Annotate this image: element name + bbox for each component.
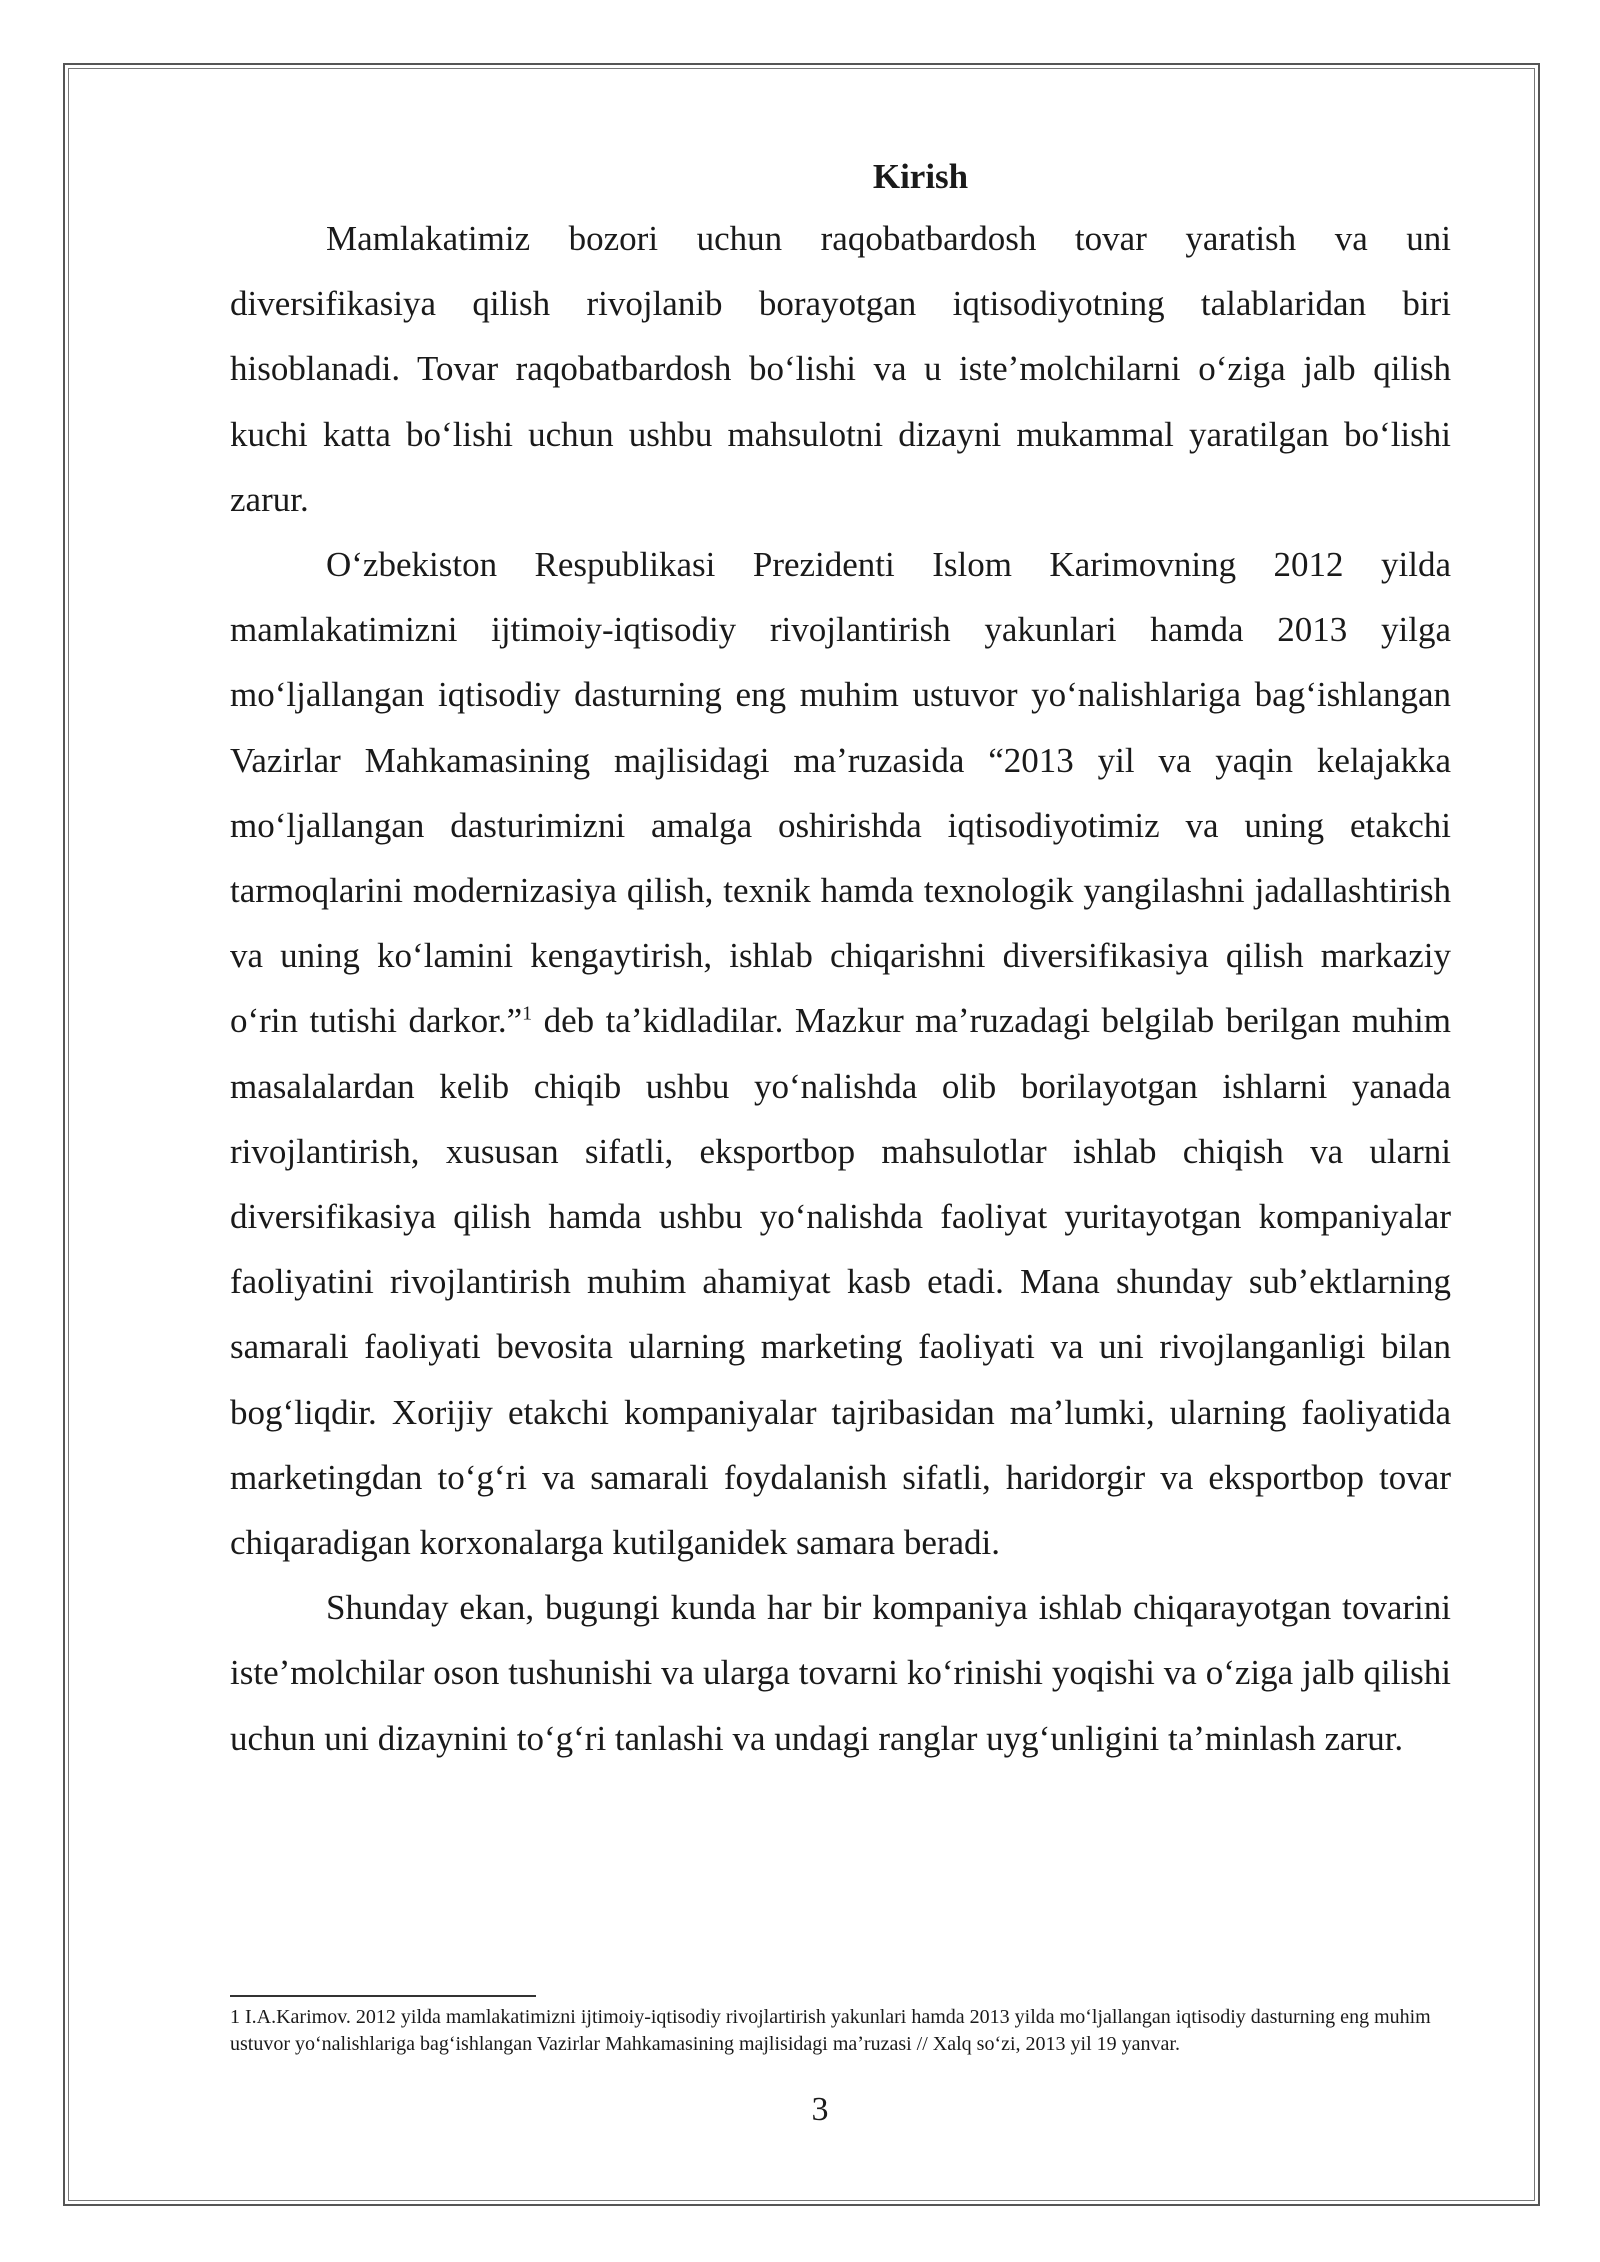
paragraph-intro: Mamlakatimiz bozori uchun raqobatbardosh tovar yaratish va uni diversifikasiya qilish rivojlanib borayotgan iqtisodiyotning talablaridan biri hisoblanadi. Tovar raqobatbardosh boʻlishi va u isteʼmolchilarni oʻziga jalb qilish kuchi katta boʻlishi uchun ushbu mahsulotni dizayni mukammal yaratilgan boʻlishi zarur. [230, 219, 1451, 519]
paragraph-text-before-footnote: Oʻzbekiston Respublikasi Prezidenti Islom Karimovning 2012 yilda mamlakatimizni ijtimoiy-iqtisodiy rivojlantirish yakunlari hamda 2013 yilga moʻljallangan iqtisodiy dasturning eng muhim ustuvor yoʻnalishlariga bagʻishlangan Vazirlar Mahkamasining majlisidagi maʼruzasida “2013 yil va yaqin kelajakka moʻljallangan dasturimizni amalga oshirishda iqtisodiyotimiz va uning etakchi tarmoqlarini modernizasiya qilish, texnik hamda texnologik yangilashni jadallashtirish va uning koʻlamini kengaytirish, ishlab chiqarishni diversifikasiya qilish markaziy oʻrin tutishi darkor.” [230, 545, 1451, 1041]
footnote-reference[interactable]: 1 [522, 1002, 533, 1025]
paragraph-president-speech [230, 532, 1451, 1575]
footnote-text: I.A.Karimov. 2012 yilda mamlakatimizni ijtimoiy-iqtisodiy rivojlartirish yakunlari hamda 2013 yilda moʻljallangan iqtisodiy dasturning eng muhim ustuvor yoʻnalishlariga bagʻishlangan Vazirlar Mahkamasining majlisidagi maʼruzasi // Xalq soʻzi, 2013 yil 19 yanvar. [230, 2006, 1431, 2055]
paragraph-text-after-footnote: deb taʼkidladilar. Mazkur maʼruzadagi belgilab berilgan muhim masalalardan kelib chiqib ushbu yoʻnalishda olib borilayotgan ishlarni yanada rivojlantirish, xususan sifatli, eksportbop mahsulotlar ishlab chiqish va ularni diversifikasiya qilish hamda ushbu yoʻnalishda faoliyat yuritayotgan kompaniyalar faoliyatini rivojlantirish muhim ahamiyat kasb etadi. Mana shunday subʼektlarning samarali faoliyati bevosita ularning marketing faoliyati va uni rivojlanganligi bilan bogʻliqdir. Xorijiy etakchi kompaniyalar tajribasidan maʼlumki, ularning faoliyatida marketingdan toʻgʻri va samarali foydalanish sifatli, haridorgir va eksportbop tovar chiqaradigan korxonalarga kutilganidek samara beradi. [230, 1001, 1451, 1563]
footnote [230, 2004, 1451, 2058]
footnote-separator [230, 1995, 536, 1997]
paragraph-conclusion: Shunday ekan, bugungi kunda har bir kompaniya ishlab chiqarayotgan tovarini isteʼmolchilar oson tushunishi va ularga tovarni koʻrinishi yoqishi va oʻziga jalb qilishi uchun uni dizaynini toʻgʻri tanlashi va undagi ranglar uygʻunligini taʼminlash zarur. [230, 1588, 1451, 1758]
page-number: 3 [811, 2091, 829, 2128]
page-title: Kirish [872, 157, 969, 196]
page-content [230, 148, 1451, 1771]
footnote-number: 1 [230, 2006, 240, 2028]
